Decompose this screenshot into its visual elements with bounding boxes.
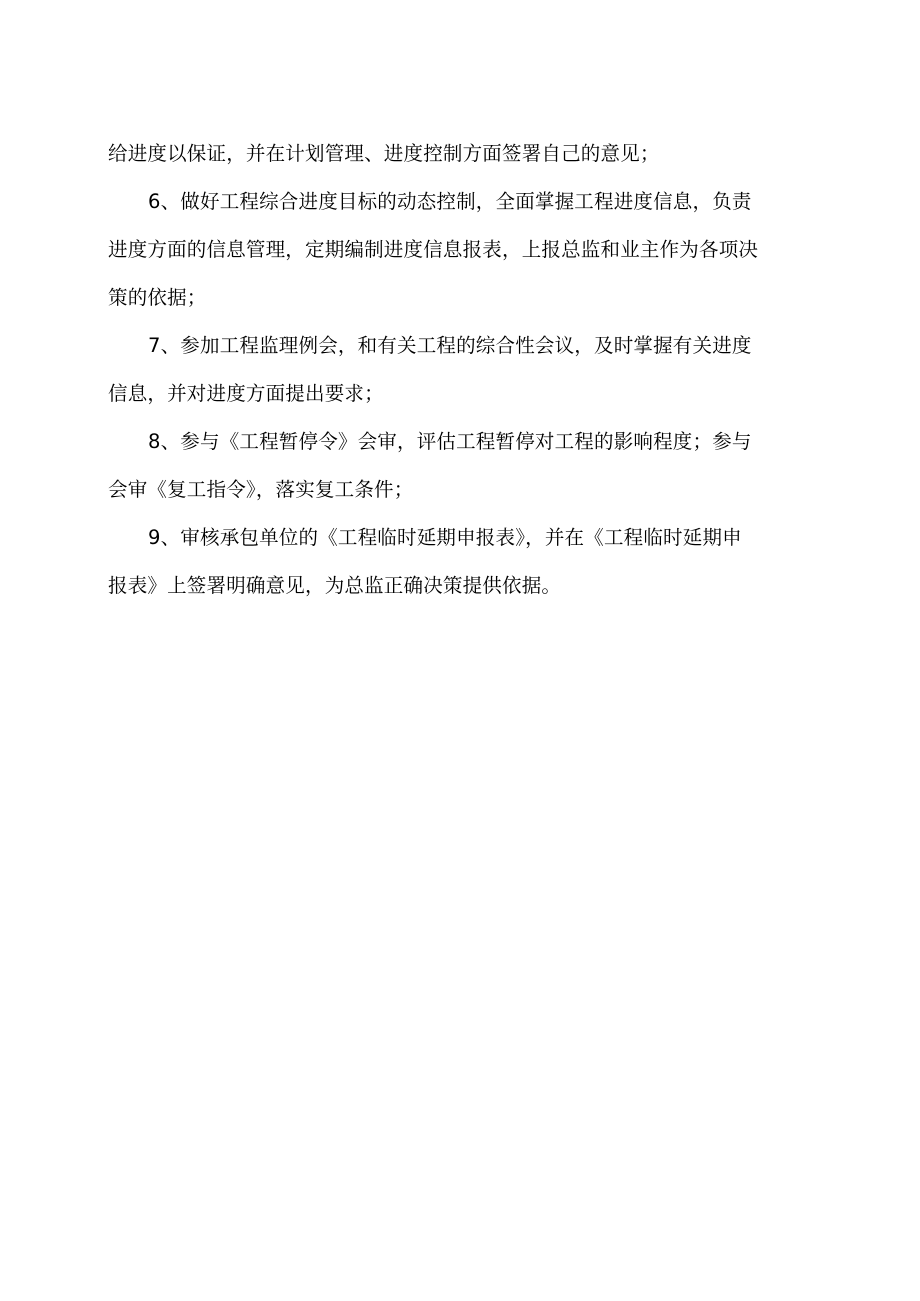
paragraph-5-line-2: 给进度以保证，并在计划管理、进度控制方面签署自己的意见； (108, 142, 660, 165)
paragraph-8-line-1: 8、参与《工程暂停令》会审，评估工程暂停对工程的影响程度；参与 (148, 430, 752, 453)
paragraph-6-line-2: 进度方面的信息管理，定期编制进度信息报表，上报总监和业主作为各项决 (108, 238, 759, 261)
paragraph-8-line-2: 会审《复工指令》，落实复工条件； (108, 478, 414, 501)
paragraph-7-line-2: 信息，并对进度方面提出要求； (108, 382, 384, 405)
paragraph-6-line-3: 策的依据； (108, 286, 207, 309)
paragraph-6-line-1: 6、做好工程综合进度目标的动态控制，全面掌握工程进度信息，负责 (148, 190, 752, 213)
paragraph-7-line-1: 7、参加工程监理例会，和有关工程的综合性会议，及时掌握有关进度 (148, 334, 752, 357)
document-body (108, 133, 818, 613)
paragraph-9-line-1: 9、审核承包单位的《工程临时延期申报表》，并在《工程临时延期申 (148, 526, 742, 549)
paragraph-9-line-2: 报表》上签署明确意见，为总监正确决策提供依据。 (108, 574, 562, 597)
